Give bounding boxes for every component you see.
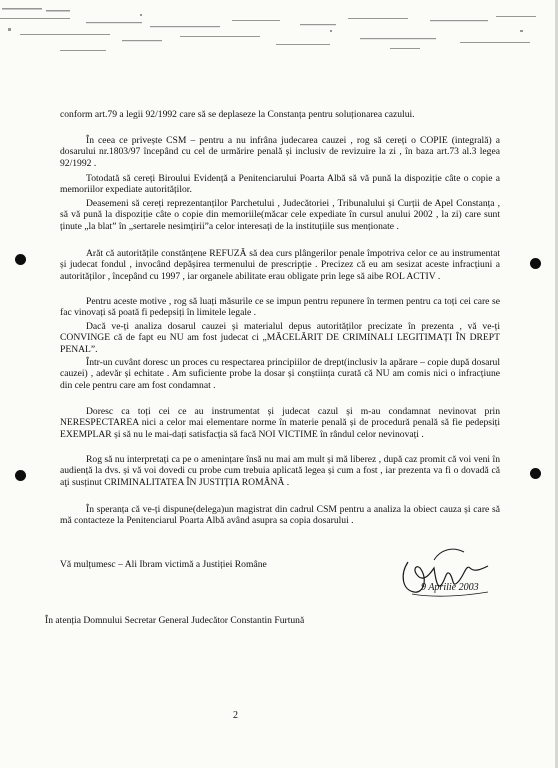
paragraph-6: Pentru aceste motive , rog să luați măsurile ce se impun pentru repunere în termen pentru ca toți cei care se fac vinovați să poată fi pedepsiți în limitele legale . (60, 296, 500, 319)
attention-line: În atenția Domnului Secretar General Judecător Constantin Furtună (45, 615, 305, 626)
paragraph-1: conform art.79 a legii 92/1992 care să se deplaseze la Constanța pentru soluționarea cazului. (60, 109, 415, 120)
punch-hole-bottom (15, 470, 26, 481)
paragraph-10: Rog să nu interpretați ca pe o amenințare însă nu mai am mult și mă liberez , după caz promit că voi veni în audiență la dvs. și vă voi dovedi cu probe cum trebuia aplicată legea și cum a fost , iar prezenta va fi o dovadă că aţi susținut CRIMINALITATEA ÎN JUSTIȚIA ROMÂNĂ . (60, 454, 500, 488)
punch-hole-right-top (530, 258, 541, 269)
handwritten-signature (394, 534, 494, 604)
paragraph-8: Într-un cuvânt doresc un proces cu respectarea principiilor de drept(inclusiv la apărare – copie după dosarul cauzei) , adevăr și echitate . Am suficiente probe la dosar și conștiința curată că NU am comis nici o infracțiune din cele pentru care am fost condamnat . (60, 357, 500, 391)
paragraph-2: În ceea ce privește CSM – pentru a nu infrâna judecarea cauzei , rog să cereți o COPIE (integrală) a dosarului nr.1803/97 începând cu cel de urmărire penală și inclusiv de revizuire la zi , în baza art.73 al.3 legea 92/1992 . (60, 135, 500, 169)
paragraph-3: Totodată să cereți Biroului Evidență a Penitenciarului Poarta Albă să vă pună la dispoziție câte o copie a memoriilor expediate autorităților. (60, 173, 500, 196)
paragraph-7: Dacă ve-ți analiza dosarul cauzei și materialul depus autorităților precizate în prezenta , vă ve-ți CONVINGE că de fapt eu NU am fost judecat ci „MĂCELĂRIT DE CRIMINALI LEGITIMAȚI ÎN DREPT PENAL”. (60, 321, 500, 355)
paragraph-5: Arăt că autoritățile constănțene REFUZĂ să dea curs plângerilor penale împotriva celor ce au instrumentat și judecat fondul , invocând depășirea termenului de prescripție . Precizez că eu am sesizat aceste infracțiuni a autorităților , începând cu 1997 , iar organele abilitate erau obligate prin lege să aibe ROL ACTIV . (60, 248, 500, 282)
page-number: 2 (233, 710, 238, 721)
scan-noise-header (0, 0, 558, 60)
punch-hole-top (15, 254, 26, 265)
paragraph-11: În speranța că ve-ți dispune(delega)un magistrat din cadrul CSM pentru a analiza la obiect cauza și care să mă contacteze la Penitenciarul Poarta Albă având asupra sa copia dosarului . (60, 504, 500, 527)
paragraph-9: Doresc ca toți cei ce au instrumentat și judecat cazul și m-au condamnat nevinovat prin NERESPECTAREA nici a celor mai elementare norme în materie penală și de procedură penală să fie pedepsiți EXEMPLAR și să nu le mai-dați satisfacția să facă NOI VICTIME în rândul celor nevinovați . (60, 406, 500, 440)
closing-line: Vă mulțumesc – Ali Ibram victimă a Justiției Române (60, 559, 267, 570)
punch-hole-right-bottom (530, 468, 541, 479)
paragraph-4: Deasemeni să cereți reprezentanților Parchetului , Judecătoriei , Tribunalului și Curții de Apel Constanța , să vă pună la dispoziție câte o copie din memoriile(măcar cele expediate în cursul anului 2002 , la zi) care sunt ținute „la blat” în „sertarele nesimțirii”a celor interesați de la instituțiile sus menționate . (60, 198, 500, 232)
signature-date: 9 Aprilie 2003 (421, 582, 479, 593)
